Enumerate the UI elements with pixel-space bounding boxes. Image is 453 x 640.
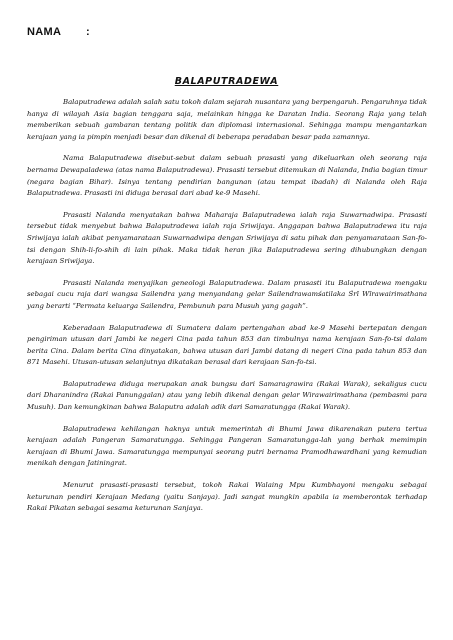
paragraph: Prasasti Nalanda menyajikan geneologi Balaputradewa. Dalam prasasti itu Balaputradewa mengaku sebagai cucu raja dari wangsa Sailendra yang menyandang gelar Śailendrawamśatilaka Śrī Wīrawairimathana yang berarti “Permata keluarga Sailendra, Pembunuh para Musuh yang gagah”. — [27, 278, 427, 310]
document-body — [27, 97, 427, 525]
document-title: BALAPUTRADEWA — [174, 76, 279, 87]
paragraph: Balaputradewa diduga merupakan anak bungsu dari Samaragrawira (Rakai Warak), sekaligus cucu dari Dharanindra (Rakai Panunggalan) atau yang lebih dikenal dengan gelar Wirawairimathana (pembasmi para Musuh). Dan kemungkinan bahwa Balaputra adalah adik dari Samaratungga (Rakai Warak). — [27, 379, 427, 412]
name-colon: : — [86, 26, 90, 38]
paragraph: Menurut prasasti-prasasti tersebut, tokoh Rakai Walaing Mpu Kumbhayoni mengaku sebagai keturunan pendiri Kerajaan Medang (yaitu Sanjaya). Jadi sangat mungkin apabila ia memberontak terhadap Rakai Pikatan sebagai sesama keturunan Sanjaya. — [27, 481, 427, 513]
paragraph: Balaputradewa kehilangan haknya untuk memerintah di Bhumi Jawa dikarenakan putera tertua kerajaan adalah Pangeran Samaratungga. Sehingga Pangeran Samaratungga-lah yang berhak memimpin kerajaan di Bhumi Jawa. Samaratungga mempunyai seorang putri bernama Pramodhawardhani yang kemudian menikah dengan Jatiningrat. — [27, 424, 427, 468]
name-label: NAMA — [27, 26, 62, 38]
paragraph: Balaputradewa adalah salah satu tokoh dalam sejarah nusantara yang berpengaruh. Pengaruhnya tidak hanya di wilayah Asia bagian tenggara saja, melainkan hingga ke Daratan India. Seorang Raja yang telah memberikan sebuah gambaran tentang politik dan diplomasi internasional. Sehingga mampu mengantarkan kerajaan yang ia pimpin menjadi besar dan dikenal di beberapa peradaban besar pada zamannya. — [27, 98, 427, 141]
paragraph: Prasasti Nalanda menyatakan bahwa Maharaja Balaputradewa ialah raja Suwarnadwipa. Prasasti tersebut tidak menyebut bahwa Balaputradewa ialah raja Sriwijaya. Anggapan bahwa Balaputradewa itu raja Sriwijaya ialah akibat penyamarataan Suwarnadwipa dengan Sriwijaya di satu pihak dan penyamarataan San-fo-tsi dengan Shih-li-fo-shih di lain pihak. Maka tidak heran jika Balaputradewa sering dihubungkan dengan kerajaan Sriwijaya. — [27, 210, 427, 266]
paragraph: Nama Balaputradewa disebut-sebut dalam sebuah prasasti yang dikeluarkan oleh seorang raja bernama Dewapaladewa (atas nama Balaputradewa). Prasasti tersebut ditemukan di Nalanda, India bagian timur (negara bagian Bihar). Isinya tentang pendirian bangunan (atau tempat ibadah) di Nalanda oleh Raja Balaputradewa. Prasasti ini diduga berasal dari abad ke-9 Masehi. — [27, 154, 427, 198]
paragraph: Keberadaan Balaputradewa di Sumatera dalam pertengahan abad ke-9 Masehi bertepatan dengan pengiriman utusan dari Jambi ke negeri Cina pada tahun 853 dan timbulnya nama kerajaan San-fo-tsi dalam berita Cina. Dalam berita Cina dinyatakan, bahwa utusan dari Jambi datang di negeri Cina pada tahun 853 dan 871 Masehi. Utusan-utusan selanjutnya dikatakan berasal dari kerajaan San-fo-tsi. — [27, 323, 427, 367]
